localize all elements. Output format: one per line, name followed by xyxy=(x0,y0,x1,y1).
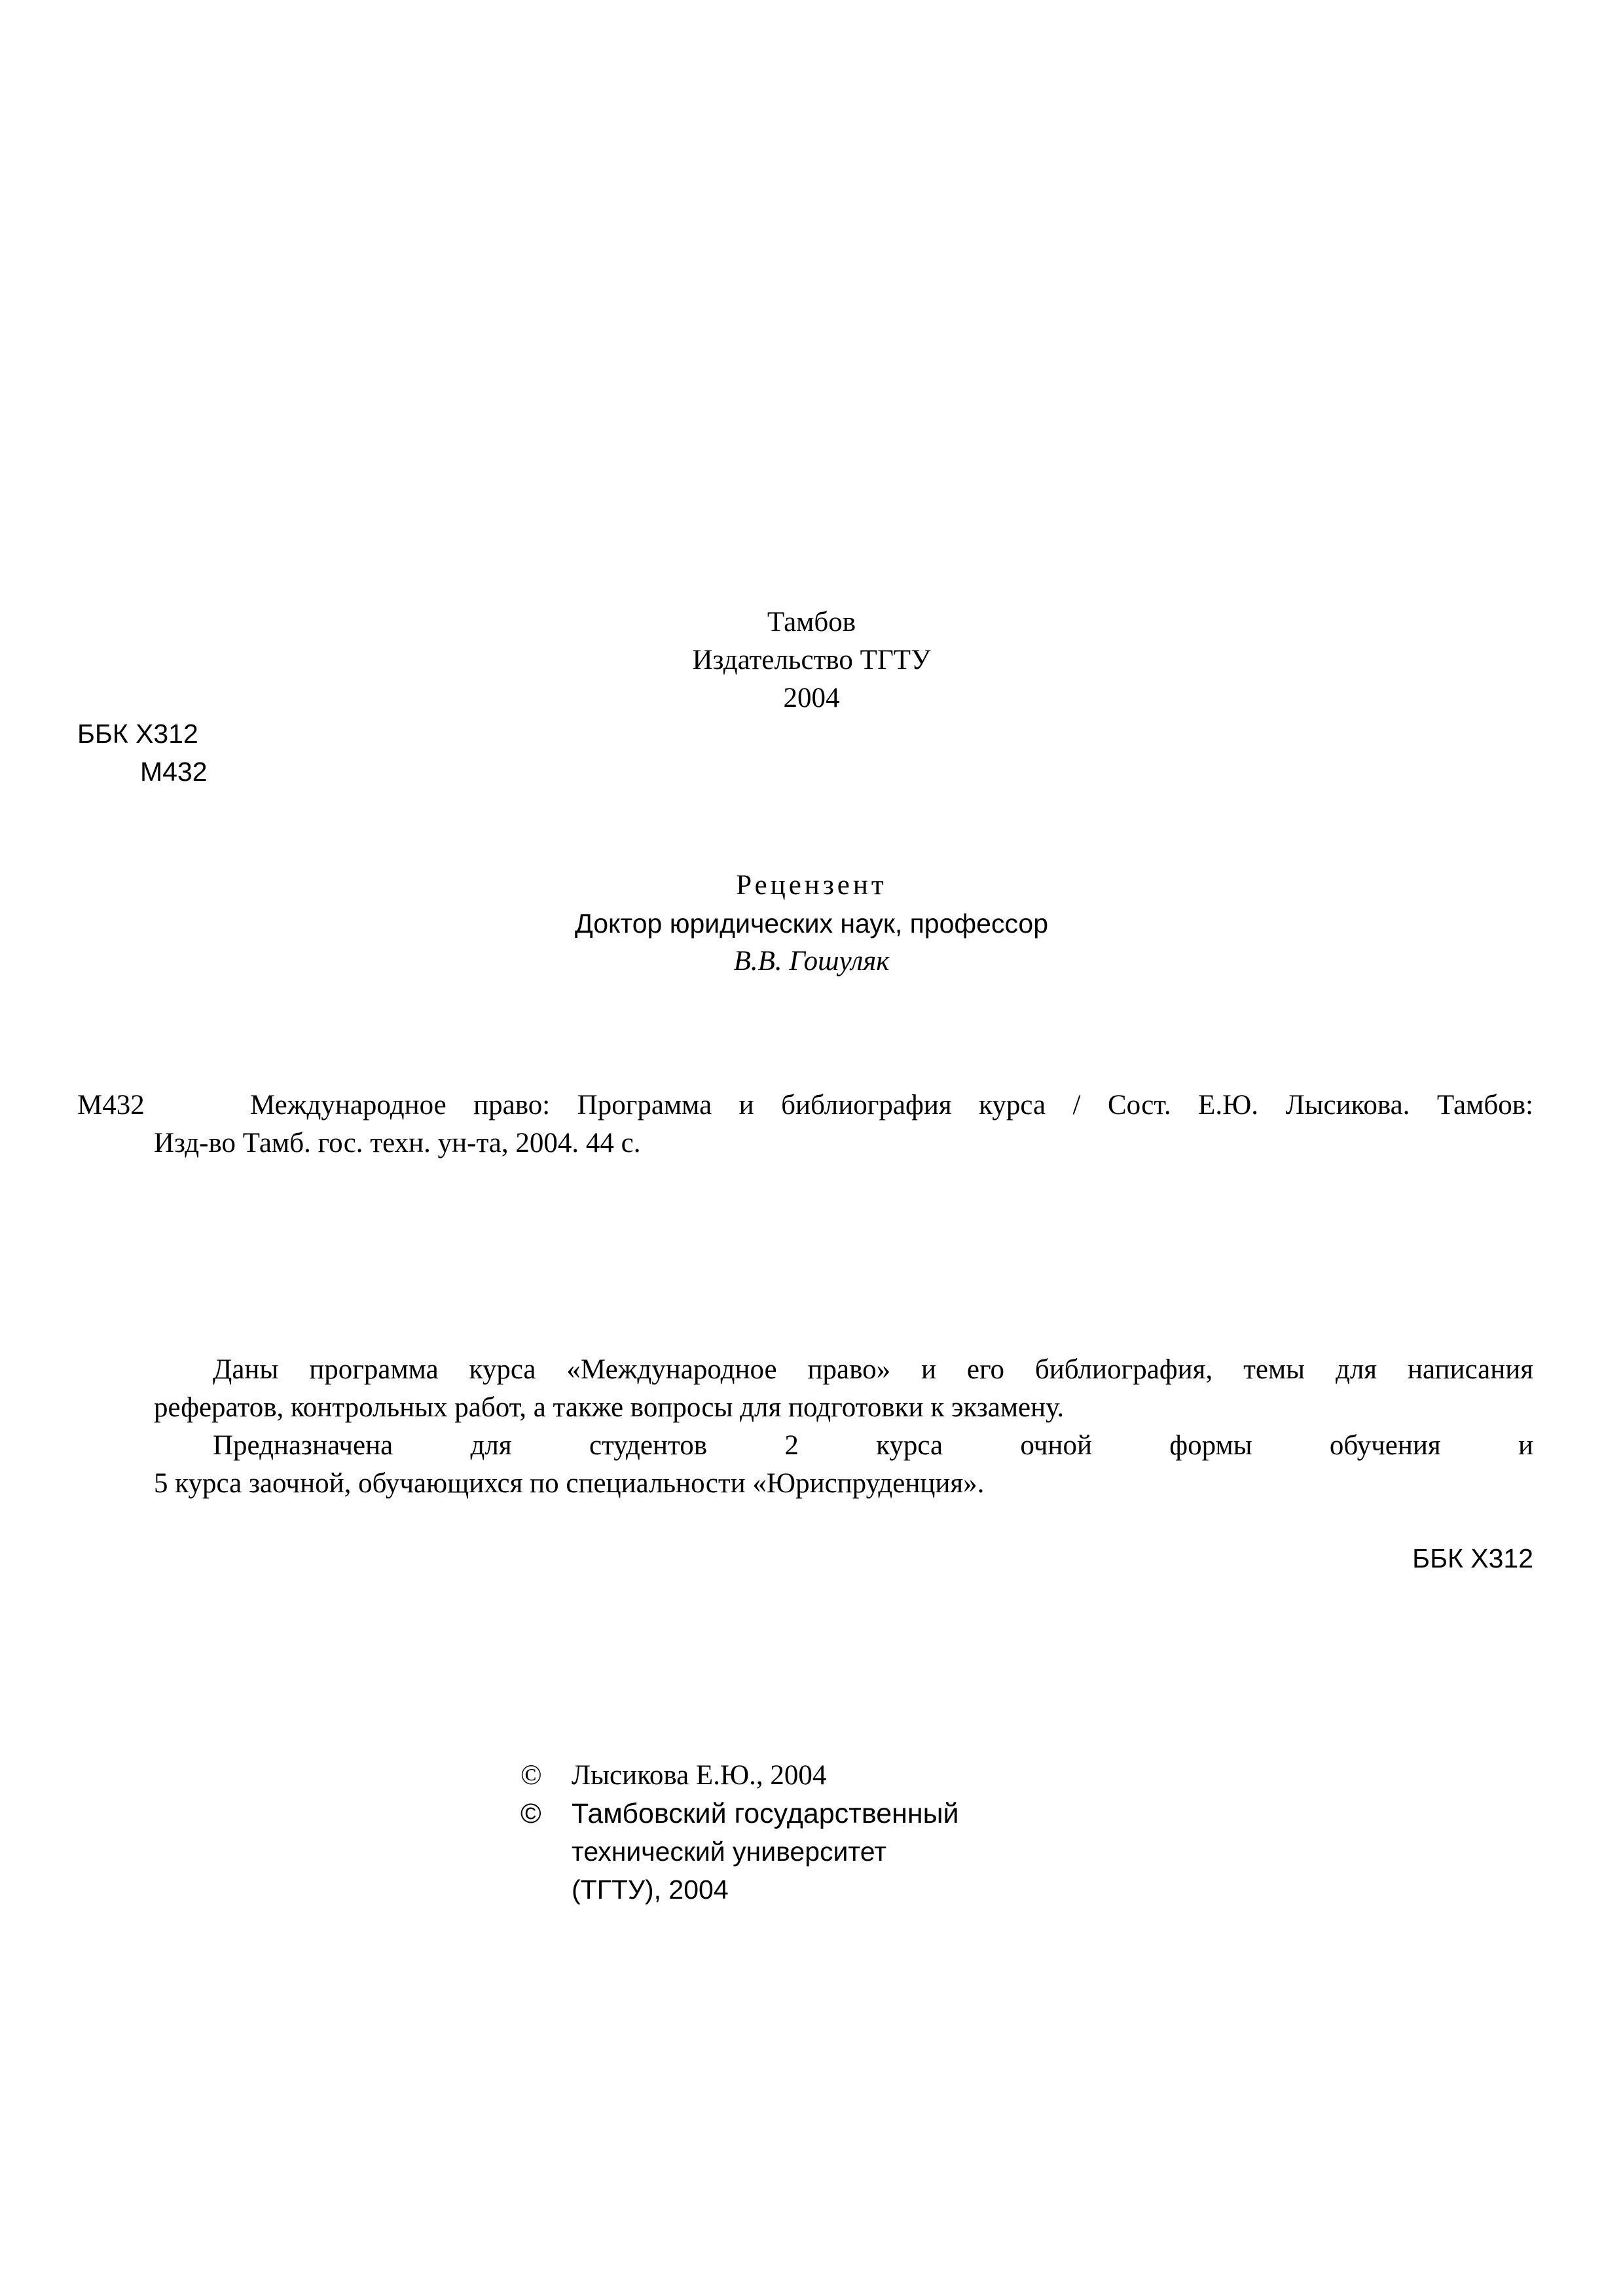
copyright-author xyxy=(520,1757,826,1795)
copyright-org-line-1: Тамбовский государственный xyxy=(572,1798,959,1829)
copyright-icon: © xyxy=(520,1760,542,1791)
annotation-p2-line-2: 5 курса заочной, обучающихся по специальности «Юриспруденция». xyxy=(154,1468,985,1499)
record-code: М432 xyxy=(77,1090,145,1121)
reviewer-heading: Рецензент xyxy=(736,870,887,901)
annotation-p2-line-1 xyxy=(213,1427,1533,1465)
word: для xyxy=(470,1430,512,1461)
word: Предназначена xyxy=(213,1430,393,1461)
copyright-icon: © xyxy=(520,1798,541,1829)
annotation-p1-line-2: рефератов, контрольных работ, а также вопросы для подготовки к экзамену. xyxy=(154,1392,1065,1423)
word: формы xyxy=(1169,1430,1252,1461)
reviewer-name: В.В. Гошуляк xyxy=(733,946,890,977)
word: очной xyxy=(1020,1430,1092,1461)
copyright-org-line-2: технический университет xyxy=(572,1837,886,1867)
record-line-2: Изд-во Тамб. гос. техн. ун-та, 2004. 44 с. xyxy=(154,1128,641,1158)
annotation-p1-line-1: Даны программа курса «Международное право» и его библиография, темы для написания xyxy=(213,1354,1533,1385)
reviewer-title: Доктор юридических наук, профессор xyxy=(574,908,1049,939)
copyright-org-line-3: (ТГТУ), 2004 xyxy=(572,1874,729,1905)
annotation-bbk: ББК Х312 xyxy=(1412,1543,1533,1573)
word: и xyxy=(1518,1430,1533,1461)
record-line-1: Международное право: Программа и библиография курса / Сост. Е.Ю. Лысикова. Тамбов: xyxy=(250,1090,1533,1121)
word: 2 xyxy=(784,1430,799,1461)
word: обучения xyxy=(1329,1430,1441,1461)
word: студентов xyxy=(589,1430,708,1461)
word: курса xyxy=(876,1430,943,1461)
bbk-code: ББК Х312 xyxy=(77,719,198,749)
author-mark: М432 xyxy=(140,757,208,787)
copyright-author-text: Лысикова Е.Ю., 2004 xyxy=(572,1760,827,1791)
imprint-year: 2004 xyxy=(783,683,840,713)
imprint-city: Тамбов xyxy=(767,607,856,637)
imprint-publisher: Издательство ТГТУ xyxy=(692,645,931,675)
copyright-org xyxy=(520,1795,959,1833)
